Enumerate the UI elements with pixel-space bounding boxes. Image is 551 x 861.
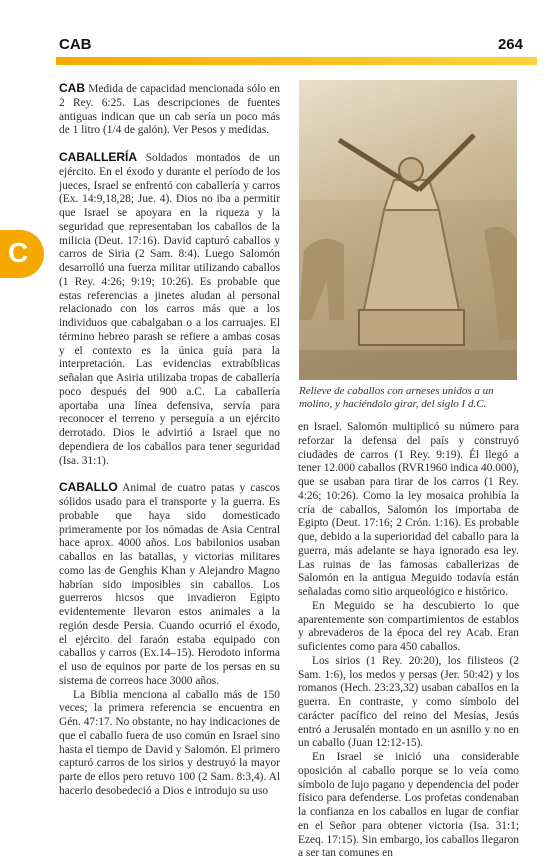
entry-caballo-p4: Los sirios (1 Rey. 20:20), los filisteos (2 Sam. 1:6), los medos y persas (Jer. 50:42) y los romanos (Hech. 23:23,32) usaban caballos en la guerra. En contraste, y como símbolo del carácter pacífico del reino del Mesías, Jesús entró a Jerusalén montado en un asnillo y no en un caballo (Juan 12:12-15). — [298, 654, 519, 750]
entry-cab — [59, 82, 280, 138]
headword-caballo: CABALLO — [59, 480, 118, 495]
running-header-section: CAB — [59, 36, 92, 53]
right-column — [298, 421, 519, 861]
relief-photo — [299, 80, 517, 380]
relief-illustration — [299, 80, 517, 380]
entry-caballeria — [59, 151, 280, 468]
entry-caballo-p5: En Israel se inició una considerable oposición al caballo porque se lo veía como símbolo de lujo pagano y dependencia del poder físico para defenderse. Los profetas condenaban la confianza en los caballos en lugar de confiar en el Señor para obtener victoria (Isa. 31:1; Ezeq. 17:15). Sin embargo, los caballos llegaron a ser tan comunes en — [298, 751, 519, 860]
entry-caballo-p2-continued: en Israel. Salomón multiplicó su número para reforzar la defensa del país y construyó ciudades de carros (1 Rey. 9:19). Él llegó a tener 12.000 caballos (RVR1960 indica 40.000), que se usaban para tirar de los carros (1 Rey. 4:26; 10:26). Como la ley mosaica prohibía la cría de caballos, Salomón los importaba de Egipto (Deut. 17:16; 2 Crón. 1:16). Es probable que, debido a la superioridad del caballo para la guerra, más adelante se haya ignorado esa ley. Las ruinas de las famosas caballerizas de Salomón en la antigua Meguido todavía están señaladas como sitio arqueológico e histórico. — [298, 421, 519, 598]
headword-caballeria: CABALLERÍA — [59, 150, 137, 164]
headword-cab: CAB — [59, 81, 85, 95]
entry-caballeria-text: Soldados montados de un ejército. En el éxodo y durante el período de los jueces, Israel se enfrentó con caballería y carros (Ex. 14:9,18,28; Jue. 4). Dios no iba a permitir que Israel se apoyara en la riqueza y la seguridad que representaban los caballos de la milicia (Deut. 17:16). David capturó caballos y carros de Siria (2 Sam. 8:4). Luego Salomón desarrolló una fuerza militar utilizando caballos (1 Rey. 4:26; 9:19; 10:26). Es probable que estas referencias a jinetes aludan al personal relacionado con los carros más que a los individuos que cabalgaban o a los carruajes. El término hebreo parash se refiere a ambas cosas y el contexto es la única guía para la interpretación. Las evidencias extrabíblicas señalan que Asiria utilizaba tropas de caballería poco después del 900 a.C. La caballería aportaba una línea defensiva, servía para reconocer el terreno y perseguía a un ejército derrotado. Dios le advirtió a Israel que no dependiera de los caballos para tener seguridad (Isa. 31:1). — [59, 152, 280, 467]
header-rule — [56, 57, 537, 65]
entry-caballo-p2: La Biblia menciona al caballo más de 150 veces; la primera referencia se encuentra en Gén. 47:17. No obstante, no hay indicaciones de que el caballo fuera de uso común en Israel sino hasta el tiempo de David y Salomón. El primero capturó carros de los sirios y destruyó la mayor parte de ellos pero retuvo 100 (2 Sam. 8:3,4). Al hacerlo desobedeció a Dios e introdujo su uso — [59, 688, 280, 797]
entry-cab-text: Medida de capacidad mencionada sólo en 2 Rey. 6:25. Las descripciones de fuentes antiguas indican que un cab sería un poco más de 1 litro (1/4 de galón). Ver Pesos y medidas. — [59, 83, 280, 137]
letter-tab — [0, 230, 44, 278]
entry-caballo — [59, 481, 280, 688]
page-number: 264 — [497, 36, 523, 53]
letter-tab-label: C — [8, 237, 29, 268]
entry-caballo-p3: En Meguido se ha descubierto lo que aparentemente son compartimientos de establos y abrevaderos de la época del rey Acab. Eran suficientes como para 450 caballos. — [298, 599, 519, 653]
entry-caballo-p1: Animal de cuatro patas y cascos sólidos usado para el transporte y la guerra. Es probable que haya sido domesticado primeramente por los nómadas de Asia Central hace aprox. 4000 años. Los babilonios usaban caballos en las batallas, y victorias militares como las de Genghis Khan y Alejandro Magno habrían sido imposibles sin caballos. Los guerreros hicsos que invadieron Egipto evidentemente llevaron estos animales a la región desde Persia. Cuando ocurrió el éxodo, el ejército del faraón estaba equipado con caballos y carros (Ex.14–15). Herodoto informa el uso de equinos por parte de los persas en su sistema de correos hace 3000 años. — [59, 482, 280, 687]
photo-caption: Relieve de caballos con arneses unidos a un molino, y haciéndolo girar, del siglo I d.C. — [299, 385, 494, 410]
left-column — [59, 82, 280, 799]
